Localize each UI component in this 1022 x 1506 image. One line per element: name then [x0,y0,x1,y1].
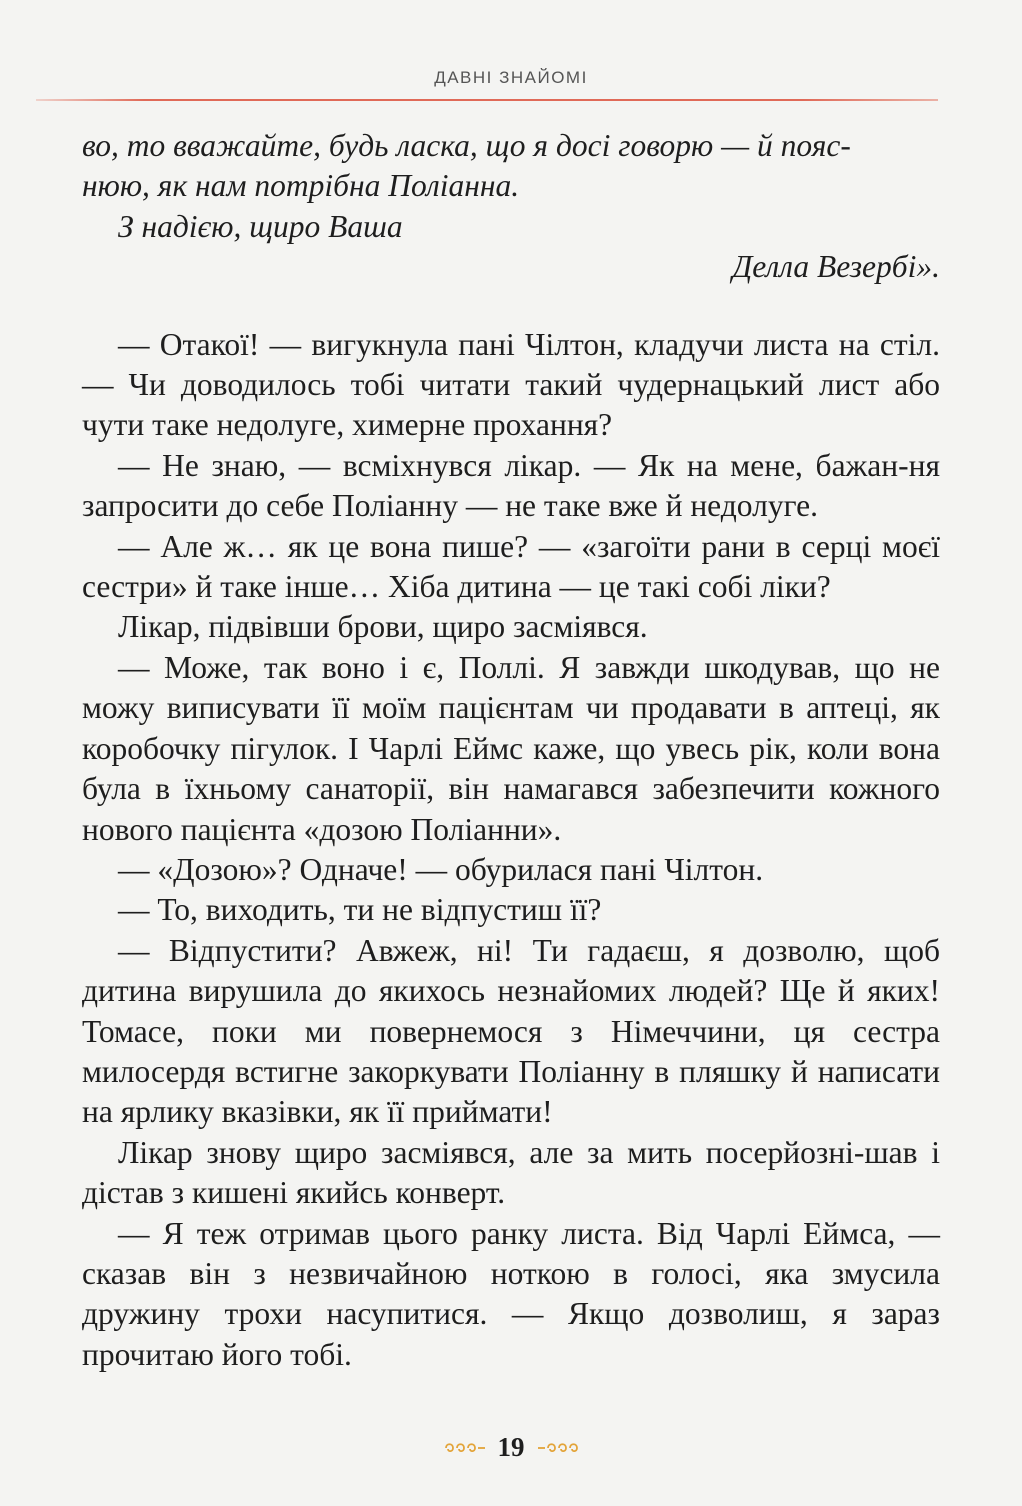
paragraph: — Може, так воно і є, Поллі. Я завжди шкодував, що не можу виписувати її моїм пацієнтам чи продавати в аптеці, як коробочку пігулок. І Чарлі Еймс каже, що увесь рік, коли вона була в їхньому санаторії, він намагався забезпечити кожного нового пацієнта «дозою Поліанни». [82,649,940,847]
paragraph: Лікар знову щиро засміявся, але за мить посерйозні-шав і дістав з кишені якийсь конверт. [82,1134,940,1211]
page-body [82,126,940,1375]
paragraph: — Отакої! — вигукнула пані Чілтон, кладучи листа на стіл. — Чи доводилось тобі читати такий чудернацький лист або чути таке недолуге, химерне прохання? [82,326,940,443]
page-footer [0,1432,1022,1463]
header-rule [36,99,938,101]
paragraph: — «Дозою»? Одначе! — обурилася пані Чілтон. [118,851,764,887]
paragraph: — Але ж… як це вона пише? — «загоїти рани в серці моєї сестри» й таке інше… Хіба дитина — це такі собі ліки? [82,528,940,605]
swirl-ornament-left-icon [444,1441,486,1455]
paragraph: — Я теж отримав цього ранку листа. Від Чарлі Еймса, — сказав він з незвичайною ноткою в голосі, яка змусила дружину трохи насупитися. — Якщо дозволиш, я зараз прочитаю його тобі. [82,1215,940,1372]
letter-line: нюю, як нам потрібна Поліанна. [82,168,520,204]
paragraph: — Відпустити? Авжеж, ні! Ти гадаєш, я дозволю, щоб дитина вирушила до якихось незнайомих людей? Ще й яких! Томасе, поки ми повернемося з Німеччини, ця сестра милосердя встигне закоркувати Поліанну в пляшку й написати на ярлику вказівки, як її приймати! [82,932,940,1130]
running-head-title: ДАВНІ ЗНАЙОМІ [434,68,588,87]
letter-line: во, то вважайте, будь ласка, що я досі говорю — й пояс- [82,128,851,163]
page-number: 19 [497,1432,525,1462]
paragraph: Лікар, підвівши брови, щиро засміявся. [118,609,648,645]
paragraph: — То, виходить, ти не відпустиш її? [118,892,602,928]
letter-closing: З надією, щиро Ваша [118,208,403,244]
swirl-ornament-right-icon [537,1441,579,1455]
letter-signature: Делла Везербі». [732,249,940,285]
paragraph: — Не знаю, — всміхнувся лікар. — Як на мене, бажан-ня запросити до себе Поліанну — не таке вже й недолуге. [82,447,940,524]
